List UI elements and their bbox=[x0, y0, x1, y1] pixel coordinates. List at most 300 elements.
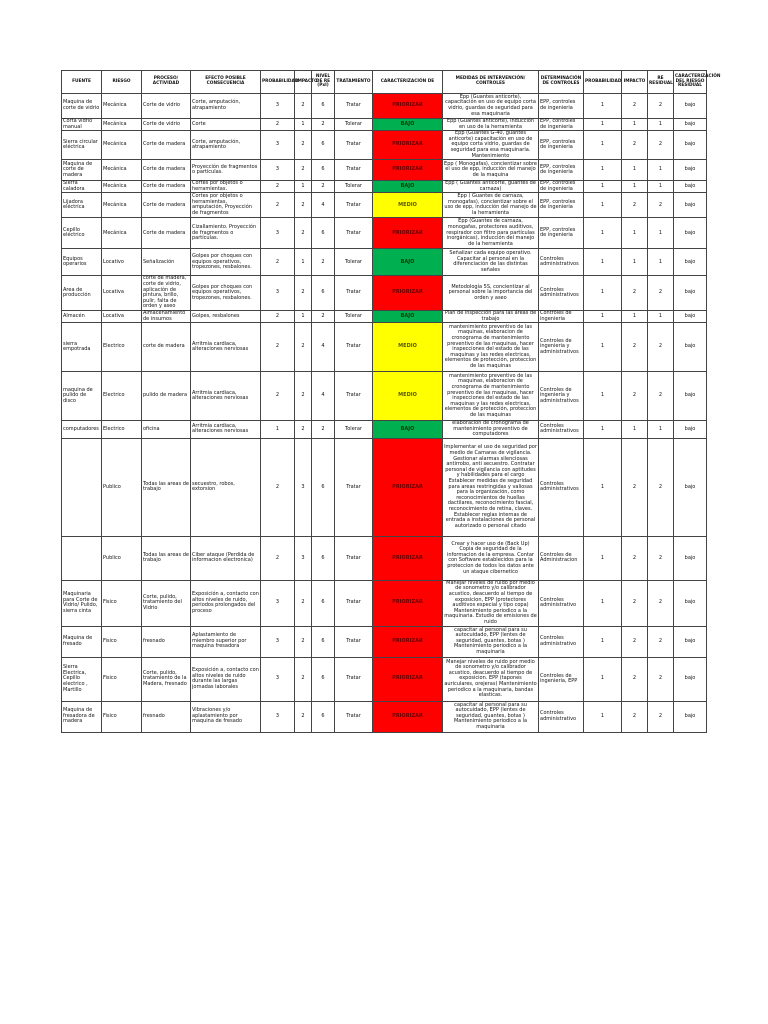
cell-caracterizacion-residual: bajo bbox=[674, 131, 707, 160]
cell-riesgo: Fisico bbox=[102, 657, 142, 701]
cell-medidas: Plan de inspección para las áreas de trabajo bbox=[443, 310, 539, 322]
cell-efecto: Arritmia cardiaca, alteraciones nerviosas bbox=[191, 323, 261, 372]
cell-impacto: 2 bbox=[295, 276, 312, 311]
cell-probabilidad: 2 bbox=[261, 310, 295, 322]
cell-fuente: computadores bbox=[62, 421, 102, 439]
cell-impacto: 2 bbox=[295, 218, 312, 249]
cell-caracterizacion: BAJO bbox=[373, 310, 443, 322]
cell-fuente bbox=[62, 438, 102, 536]
cell-tratamiento: Tolerar bbox=[335, 119, 373, 131]
cell-caracterizacion-residual: bajo bbox=[674, 94, 707, 119]
cell-medidas: Manejar niveles de ruido por medio de sonometro y/o calibrador acustico, deacuerdo al tiempo de exposicion, EPP (protectores auditivos especial y tipo copa) Mantenimiento periodico a la maquinaria. Estudio de emisiones de ruido bbox=[444, 579, 537, 626]
header-proceso: PROCESO/ ACTIVIDAD bbox=[142, 71, 191, 94]
cell-determinacion: EPP, controles de ingenieria bbox=[539, 193, 584, 218]
cell-efecto: Arritmia cardiaca, alteraciones nerviosas bbox=[191, 372, 261, 421]
cell-tratamiento: Tratar bbox=[335, 701, 373, 732]
cell-tratamiento: Tratar bbox=[335, 193, 373, 218]
cell-re-residual: 2 bbox=[648, 657, 674, 701]
cell-medidas: Epp ( Guantes de carnaza, monogafas), concientizar sobre el uso de epp, inducción del manejo de la herramienta bbox=[444, 193, 537, 216]
cell-efecto: Golpes, resbalones bbox=[191, 310, 261, 322]
cell-probabilidad: 3 bbox=[261, 657, 295, 701]
table-row bbox=[62, 249, 707, 276]
cell-riesgo: Locativa bbox=[102, 310, 142, 322]
cell-determinacion: EPP, controles de ingenieria bbox=[539, 94, 584, 119]
cell-impacto: 3 bbox=[295, 438, 312, 536]
cell-nivel: 4 bbox=[312, 323, 335, 372]
cell-efecto: Cortes por objetos o herramientas. bbox=[191, 181, 261, 193]
cell-caracterizacion: BAJO bbox=[373, 181, 443, 193]
cell-riesgo: Fisico bbox=[102, 580, 142, 626]
cell-proceso: Corte de madera bbox=[142, 160, 191, 181]
cell-fuente: Maquina de fresado bbox=[62, 626, 102, 657]
cell-probabilidad: 2 bbox=[261, 323, 295, 372]
cell-caracterizacion: PRIORIZAR bbox=[373, 218, 443, 249]
cell-impacto-residual: 2 bbox=[622, 438, 648, 536]
cell-probabilidad-residual: 1 bbox=[584, 276, 622, 311]
cell-tratamiento: Tratar bbox=[335, 372, 373, 421]
cell-caracterizacion: PRIORIZAR bbox=[373, 701, 443, 732]
cell-caracterizacion-residual: bajo bbox=[674, 580, 707, 626]
cell-probabilidad: 3 bbox=[261, 160, 295, 181]
cell-impacto: 2 bbox=[295, 131, 312, 160]
table-row bbox=[62, 657, 707, 701]
cell-determinacion: Controles administrativos bbox=[539, 276, 584, 311]
cell-caracterizacion: PRIORIZAR bbox=[373, 94, 443, 119]
cell-riesgo: Electrico bbox=[102, 421, 142, 439]
cell-riesgo: Publico bbox=[102, 438, 142, 536]
cell-fuente: Cepillo eléctrico bbox=[62, 218, 102, 249]
table-row bbox=[62, 372, 707, 421]
cell-riesgo: Electrico bbox=[102, 323, 142, 372]
header-medidas: MEDIDAS DE INTERVENCIÓN/ CONTROLES bbox=[443, 71, 539, 94]
cell-proceso: corte de madera bbox=[142, 323, 191, 372]
cell-proceso: oficina bbox=[142, 421, 191, 439]
cell-fuente: maquina de pulido de disco bbox=[62, 372, 102, 421]
cell-riesgo: Mecánica bbox=[102, 193, 142, 218]
cell-caracterizacion-residual: bajo bbox=[674, 310, 707, 322]
cell-fuente bbox=[62, 536, 102, 580]
cell-efecto: Corte, amputación, atrapamiento bbox=[191, 94, 261, 119]
cell-impacto-residual: 2 bbox=[622, 193, 648, 218]
cell-caracterizacion: PRIORIZAR bbox=[373, 276, 443, 311]
cell-impacto-residual: 1 bbox=[622, 119, 648, 131]
cell-probabilidad: 2 bbox=[261, 193, 295, 218]
cell-medidas: Epp (Guantes anticorte), inducción en uso de la herramienta bbox=[443, 119, 539, 131]
cell-tratamiento: Tratar bbox=[335, 131, 373, 160]
cell-caracterizacion: BAJO bbox=[373, 249, 443, 276]
cell-impacto: 1 bbox=[295, 181, 312, 193]
cell-proceso: Señalización bbox=[142, 249, 191, 276]
cell-re-residual: 2 bbox=[648, 626, 674, 657]
cell-determinacion: Controles administrativo bbox=[539, 580, 584, 626]
cell-re-residual: 2 bbox=[648, 131, 674, 160]
cell-riesgo: Fisico bbox=[102, 701, 142, 732]
cell-determinacion: Controles administrativo bbox=[539, 626, 584, 657]
table-row bbox=[62, 421, 707, 439]
cell-probabilidad: 3 bbox=[261, 131, 295, 160]
cell-tratamiento: Tolerar bbox=[335, 310, 373, 322]
cell-impacto-residual: 1 bbox=[622, 249, 648, 276]
cell-proceso: Todas las areas de trabajo bbox=[142, 536, 191, 580]
cell-impacto-residual: 2 bbox=[622, 94, 648, 119]
cell-efecto: Golpes por choques con equipos operativos, tropezones, resbalones. bbox=[191, 276, 261, 311]
cell-fuente: Maquinaria para Corte de Vidrio/ Pulido, sierra cinta bbox=[62, 580, 102, 626]
cell-nivel: 6 bbox=[312, 626, 335, 657]
cell-probabilidad: 1 bbox=[261, 421, 295, 439]
cell-riesgo: Mecánica bbox=[102, 131, 142, 160]
header-fuente: FUENTE bbox=[62, 71, 102, 94]
cell-impacto-residual: 2 bbox=[622, 626, 648, 657]
cell-re-residual: 1 bbox=[648, 181, 674, 193]
cell-probabilidad: 3 bbox=[261, 626, 295, 657]
cell-caracterizacion-residual: bajo bbox=[674, 160, 707, 181]
cell-fuente: Maquina de corte de vidrio bbox=[62, 94, 102, 119]
cell-caracterizacion-residual: bajo bbox=[674, 372, 707, 421]
cell-re-residual: 1 bbox=[648, 160, 674, 181]
cell-tratamiento: Tratar bbox=[335, 276, 373, 311]
cell-caracterizacion-residual: bajo bbox=[674, 249, 707, 276]
cell-tratamiento: Tolerar bbox=[335, 181, 373, 193]
table-body bbox=[62, 94, 707, 733]
table-row bbox=[62, 131, 707, 160]
cell-probabilidad-residual: 1 bbox=[584, 310, 622, 322]
cell-probabilidad-residual: 1 bbox=[584, 181, 622, 193]
cell-nivel: 6 bbox=[312, 218, 335, 249]
cell-impacto-residual: 1 bbox=[622, 181, 648, 193]
cell-probabilidad-residual: 1 bbox=[584, 249, 622, 276]
cell-re-residual: 1 bbox=[648, 421, 674, 439]
cell-re-residual: 2 bbox=[648, 536, 674, 580]
cell-determinacion: Controles de ingenieria bbox=[539, 310, 584, 322]
cell-re-residual: 2 bbox=[648, 580, 674, 626]
cell-impacto-residual: 2 bbox=[622, 323, 648, 372]
cell-impacto: 2 bbox=[295, 626, 312, 657]
cell-caracterizacion: PRIORIZAR bbox=[373, 438, 443, 536]
cell-re-residual: 2 bbox=[648, 94, 674, 119]
cell-caracterizacion-residual: bajo bbox=[674, 536, 707, 580]
cell-proceso: Corte de madera bbox=[142, 131, 191, 160]
table-row bbox=[62, 536, 707, 580]
cell-nivel: 2 bbox=[312, 249, 335, 276]
cell-medidas: Epp (Guantes de carnaza, monogafas, protectores auditivos, respirador con filtro para partículas inorgánicas), inducción del manejo de la herramienta bbox=[443, 218, 539, 249]
cell-caracterizacion: MEDIO bbox=[373, 372, 443, 421]
table-row bbox=[62, 193, 707, 218]
cell-nivel: 6 bbox=[312, 160, 335, 181]
cell-caracterizacion-residual: bajo bbox=[674, 657, 707, 701]
cell-proceso: Corte de vidrio bbox=[142, 119, 191, 131]
cell-probabilidad-residual: 1 bbox=[584, 580, 622, 626]
cell-impacto-residual: 1 bbox=[622, 310, 648, 322]
header-riesgo: RIESGO bbox=[102, 71, 142, 94]
cell-impacto-residual: 1 bbox=[622, 218, 648, 249]
cell-proceso: Corte, pulido, tratamiento de la Madera, fresnado bbox=[142, 657, 191, 701]
cell-tratamiento: Tratar bbox=[335, 657, 373, 701]
cell-re-residual: 1 bbox=[648, 218, 674, 249]
cell-determinacion: Controles de ingenieria y administrativos bbox=[539, 323, 584, 372]
cell-re-residual: 2 bbox=[648, 276, 674, 311]
cell-probabilidad-residual: 1 bbox=[584, 626, 622, 657]
cell-probabilidad: 2 bbox=[261, 249, 295, 276]
cell-nivel: 6 bbox=[312, 657, 335, 701]
table-row bbox=[62, 119, 707, 131]
cell-caracterizacion-residual: bajo bbox=[674, 438, 707, 536]
cell-caracterizacion-residual: bajo bbox=[674, 626, 707, 657]
cell-caracterizacion: MEDIO bbox=[373, 193, 443, 218]
cell-determinacion: Controles administrativos bbox=[539, 421, 584, 439]
cell-tratamiento: Tratar bbox=[335, 323, 373, 372]
cell-proceso: Corte de madera bbox=[142, 218, 191, 249]
cell-nivel: 4 bbox=[312, 372, 335, 421]
cell-caracterizacion: PRIORIZAR bbox=[373, 657, 443, 701]
cell-re-residual: 1 bbox=[648, 249, 674, 276]
header-impacto-residual: IMPACTO bbox=[622, 71, 648, 94]
cell-probabilidad: 2 bbox=[261, 119, 295, 131]
cell-determinacion: EPP, controles de ingenieria bbox=[539, 119, 584, 131]
cell-nivel: 6 bbox=[312, 276, 335, 311]
cell-re-residual: 2 bbox=[648, 701, 674, 732]
cell-probabilidad-residual: 1 bbox=[584, 701, 622, 732]
table-row bbox=[62, 626, 707, 657]
cell-caracterizacion-residual: bajo bbox=[674, 218, 707, 249]
cell-efecto: secuestro, robos, extorsion bbox=[191, 438, 261, 536]
cell-tratamiento: Tolerar bbox=[335, 249, 373, 276]
header-determinacion: DETERMINACIÓN DE CONTROLES bbox=[539, 71, 584, 94]
cell-efecto: Arritmia cardiaca, alteraciones nerviosas bbox=[191, 421, 261, 439]
cell-nivel: 2 bbox=[312, 181, 335, 193]
cell-medidas: Epp ( Guantes anticorte, guantes de carnaza) bbox=[443, 181, 539, 193]
cell-nivel: 6 bbox=[312, 701, 335, 732]
cell-nivel: 6 bbox=[312, 580, 335, 626]
cell-medidas: Metodología 5S, concientizar al personal sobre la importancia del orden y aseo bbox=[443, 276, 539, 311]
cell-nivel: 4 bbox=[312, 193, 335, 218]
cell-riesgo: Mecánica bbox=[102, 218, 142, 249]
cell-fuente: Lijadora eléctrica bbox=[62, 193, 102, 218]
cell-efecto: Exposición a, contacto con altos niveles de ruido durante las largas jornadas laborales bbox=[191, 657, 261, 701]
cell-efecto: Corte bbox=[191, 119, 261, 131]
cell-impacto: 1 bbox=[295, 119, 312, 131]
cell-proceso: corte de madera, corte de vidrio, aplicación de pintura, brillo, pulir, falta de orden y aseo bbox=[142, 276, 191, 311]
cell-efecto: Cizallamiento. Proyección de fragmentos o partículas. bbox=[191, 218, 261, 249]
cell-efecto: Ciber ataque (Perdida de informacion electronica) bbox=[191, 536, 261, 580]
cell-re-residual: 2 bbox=[648, 438, 674, 536]
risk-matrix-table bbox=[61, 70, 721, 733]
header-probabilidad-residual: PROBABILIDAD bbox=[584, 71, 622, 94]
cell-probabilidad-residual: 1 bbox=[584, 323, 622, 372]
cell-re-residual: 1 bbox=[648, 119, 674, 131]
cell-impacto: 1 bbox=[295, 249, 312, 276]
cell-caracterizacion: PRIORIZAR bbox=[373, 131, 443, 160]
cell-determinacion: Controles administrativos bbox=[539, 249, 584, 276]
cell-efecto: Golpes por choques con equipos operativos, tropezones, resbalones. bbox=[191, 249, 261, 276]
table-header-row bbox=[62, 71, 707, 94]
cell-re-residual: 2 bbox=[648, 323, 674, 372]
cell-riesgo: Locativa bbox=[102, 276, 142, 311]
cell-determinacion: Controles administrativos bbox=[539, 438, 584, 536]
cell-impacto: 2 bbox=[295, 94, 312, 119]
cell-medidas: mantenimiento preventivo de las maquinas, elaboracion de cronograma de mantenimiento preventivo de las maquinas, hacer inspecciones del estado de las maquinas y las redes electricas, elementos de protección, proteccion de las maquinas bbox=[443, 372, 539, 421]
cell-determinacion: Controles de ingenieria, EPP bbox=[539, 657, 584, 701]
cell-efecto: Cortes por objetos o herramientas, amputación, Proyección de fragmentos bbox=[191, 193, 261, 218]
cell-medidas: Epp (Guantes anticorte), capacitación en uso de equipo corta vidrio, guardas de seguridad para esa maquinaria bbox=[443, 94, 539, 119]
table-row bbox=[62, 160, 707, 181]
cell-determinacion: EPP, controles de ingenieria bbox=[539, 131, 584, 160]
cell-nivel: 6 bbox=[312, 131, 335, 160]
cell-probabilidad: 3 bbox=[261, 218, 295, 249]
cell-tratamiento: Tratar bbox=[335, 580, 373, 626]
cell-determinacion: Controles administrativo bbox=[539, 701, 584, 732]
cell-riesgo: Electrico bbox=[102, 372, 142, 421]
cell-nivel: 6 bbox=[312, 94, 335, 119]
cell-impacto: 2 bbox=[295, 160, 312, 181]
cell-probabilidad: 3 bbox=[261, 276, 295, 311]
cell-impacto: 2 bbox=[295, 701, 312, 732]
cell-caracterizacion-residual: bajo bbox=[674, 181, 707, 193]
cell-caracterizacion: BAJO bbox=[373, 421, 443, 439]
cell-fuente: Corta vidrio manual bbox=[62, 119, 102, 131]
cell-impacto: 2 bbox=[295, 193, 312, 218]
cell-medidas: Crear y hacer uso de (Back Up) Copia de seguridad de la informacion de la empresa. Contar con Software establecidos para la proteccion de todos los datos ante un ataque cibernetico bbox=[443, 536, 539, 580]
cell-fuente: Maquina de corte de madera bbox=[62, 160, 102, 181]
cell-fuente: Sierra caladora bbox=[62, 181, 102, 193]
cell-fuente: sierra empotrada bbox=[62, 323, 102, 372]
cell-determinacion: EPP, controles de ingenieria bbox=[539, 218, 584, 249]
cell-caracterizacion-residual: bajo bbox=[674, 323, 707, 372]
cell-efecto: Corte, amputación, atrapamiento bbox=[191, 131, 261, 160]
cell-nivel: 2 bbox=[312, 119, 335, 131]
cell-impacto-residual: 2 bbox=[622, 276, 648, 311]
cell-medidas: elaboracion de cronograma de mantenimiento preventivo de computadores bbox=[443, 421, 539, 439]
cell-caracterizacion-residual: bajo bbox=[674, 119, 707, 131]
cell-proceso: fresnado bbox=[142, 626, 191, 657]
cell-probabilidad: 3 bbox=[261, 580, 295, 626]
cell-determinacion: EPP, controles de ingenieria bbox=[539, 160, 584, 181]
cell-riesgo: Fisico bbox=[102, 626, 142, 657]
cell-probabilidad: 3 bbox=[261, 94, 295, 119]
cell-impacto-residual: 1 bbox=[622, 160, 648, 181]
cell-impacto: 2 bbox=[295, 657, 312, 701]
header-re-residual: RE RESIDUAL bbox=[648, 71, 674, 94]
cell-probabilidad: 2 bbox=[261, 438, 295, 536]
table-row bbox=[62, 218, 707, 249]
cell-riesgo: Mecánica bbox=[102, 119, 142, 131]
cell-proceso: Corte de vidrio bbox=[142, 94, 191, 119]
header-nivel: NIVEL DE RE (PxI) bbox=[312, 71, 335, 94]
cell-tratamiento: Tratar bbox=[335, 94, 373, 119]
cell-impacto: 2 bbox=[295, 372, 312, 421]
cell-tratamiento: Tolerar bbox=[335, 421, 373, 439]
cell-probabilidad: 3 bbox=[261, 701, 295, 732]
cell-impacto: 2 bbox=[295, 580, 312, 626]
cell-riesgo: Publico bbox=[102, 536, 142, 580]
cell-re-residual: 2 bbox=[648, 193, 674, 218]
table-row bbox=[62, 701, 707, 732]
cell-impacto-residual: 2 bbox=[622, 536, 648, 580]
table-row bbox=[62, 438, 707, 536]
cell-probabilidad-residual: 1 bbox=[584, 218, 622, 249]
cell-probabilidad-residual: 1 bbox=[584, 131, 622, 160]
cell-fuente: Sierra circular eléctrica bbox=[62, 131, 102, 160]
cell-caracterizacion: BAJO bbox=[373, 119, 443, 131]
cell-probabilidad-residual: 1 bbox=[584, 421, 622, 439]
cell-efecto: Vibraciones y/o aplastamiento por maquina de fresado bbox=[191, 701, 261, 732]
header-efecto: EFECTO POSIBLE CONSECUENCIA bbox=[191, 71, 261, 94]
cell-impacto: 2 bbox=[295, 323, 312, 372]
header-caracterizacion-residual: CARACTERIZACIÓN DEL RIESGO RESIDUAL bbox=[674, 71, 707, 94]
cell-tratamiento: Tratar bbox=[335, 160, 373, 181]
cell-medidas: capacitar al personal para su autocuidado, EPP (lentes de seguridad, guantes, botas ) Mantenimiento periodico a la maquinaria bbox=[443, 701, 539, 732]
cell-impacto: 1 bbox=[295, 310, 312, 322]
table-row bbox=[62, 323, 707, 372]
cell-nivel: 2 bbox=[312, 310, 335, 322]
cell-caracterizacion-residual: bajo bbox=[674, 193, 707, 218]
cell-determinacion: EPP, controles de ingenieria bbox=[539, 181, 584, 193]
cell-probabilidad-residual: 1 bbox=[584, 160, 622, 181]
cell-efecto: Exposición a, contacto con altos niveles de ruido, periodos prolongados del proceso bbox=[191, 580, 261, 626]
header-impacto: IMPACTO bbox=[295, 71, 312, 94]
cell-probabilidad-residual: 1 bbox=[584, 536, 622, 580]
cell-caracterizacion: PRIORIZAR bbox=[373, 580, 443, 626]
cell-impacto-residual: 1 bbox=[622, 421, 648, 439]
cell-tratamiento: Tratar bbox=[335, 626, 373, 657]
cell-probabilidad: 2 bbox=[261, 536, 295, 580]
cell-caracterizacion: PRIORIZAR bbox=[373, 536, 443, 580]
cell-nivel: 6 bbox=[312, 438, 335, 536]
cell-probabilidad-residual: 1 bbox=[584, 372, 622, 421]
cell-riesgo: Mecánica bbox=[102, 181, 142, 193]
table-row bbox=[62, 181, 707, 193]
cell-caracterizacion: MEDIO bbox=[373, 323, 443, 372]
cell-impacto-residual: 2 bbox=[622, 372, 648, 421]
cell-fuente: Equipos operarios bbox=[62, 249, 102, 276]
cell-determinacion: Controles de ingenieria y administrativos bbox=[539, 372, 584, 421]
cell-probabilidad-residual: 1 bbox=[584, 438, 622, 536]
cell-fuente: Almacén bbox=[62, 310, 102, 322]
cell-proceso: Corte de madera bbox=[142, 193, 191, 218]
header-probabilidad: PROBABILIDAD bbox=[261, 71, 295, 94]
cell-tratamiento: Tratar bbox=[335, 536, 373, 580]
cell-proceso: fresnado bbox=[142, 701, 191, 732]
cell-medidas: Implementar el uso de seguridad por medio de Camaras de vigilancia. Gestionar alarmas silenciosas antirrobo, anti secuestro. Contratar personal de vigilancia con aptitudes y habilidades para el cargo Establecer medidas de seguridad para areas restringidas y valiosas para la organización, como reconocimientos de huellas dactilares, reconocimiento fascial, reconocimiento de retina, claves. Establecer reglas internas de entrada a instalaciones de personal autorizado o personal citado bbox=[443, 438, 539, 536]
cell-caracterizacion: PRIORIZAR bbox=[373, 160, 443, 181]
cell-riesgo: Mecánica bbox=[102, 94, 142, 119]
cell-caracterizacion-residual: bajo bbox=[674, 276, 707, 311]
cell-proceso: Todas las areas de trabajo bbox=[142, 438, 191, 536]
cell-proceso: Almacenamiento de insumos bbox=[142, 310, 191, 322]
cell-probabilidad-residual: 1 bbox=[584, 94, 622, 119]
cell-impacto: 2 bbox=[295, 421, 312, 439]
cell-re-residual: 1 bbox=[648, 310, 674, 322]
cell-tratamiento: Tratar bbox=[335, 218, 373, 249]
cell-medidas: Señalizar cada equipo operativo. Capacitar al personal en la diferenciación de las distintas señales bbox=[443, 249, 539, 276]
cell-impacto: 3 bbox=[295, 536, 312, 580]
cell-probabilidad: 2 bbox=[261, 372, 295, 421]
cell-nivel: 2 bbox=[312, 421, 335, 439]
cell-proceso: Corte, pulido, tratamiento del Vidrio bbox=[142, 580, 191, 626]
table-row bbox=[62, 580, 707, 626]
cell-medidas: capacitar al personal para su autocuidado, EPP (lentes de seguridad, guantes, botas ) Mantenimiento periodico a la maquinaria bbox=[443, 626, 539, 657]
cell-efecto: Aplastamiento de miembro superior por maquina fresadora bbox=[191, 626, 261, 657]
cell-efecto: Proyección de fragmentos o partículas. bbox=[191, 160, 261, 181]
table-row bbox=[62, 310, 707, 322]
cell-medidas: mantenimiento preventivo de las maquinas, elaboracion de cronograma de mantenimiento preventivo de las maquinas, hacer inspecciones del estado de las maquinas y las redes electricas, elementos de protección, proteccion de las maquinas bbox=[443, 323, 539, 372]
cell-impacto-residual: 2 bbox=[622, 131, 648, 160]
cell-determinacion: Controles de Administracion bbox=[539, 536, 584, 580]
table-row bbox=[62, 94, 707, 119]
cell-medidas: Epp ( Monogafas), concientizar sobre el uso de epp, inducción del manejo de la maquina bbox=[443, 160, 539, 181]
cell-probabilidad: 2 bbox=[261, 181, 295, 193]
cell-riesgo: Locativo bbox=[102, 249, 142, 276]
cell-proceso: pulido de madera bbox=[142, 372, 191, 421]
